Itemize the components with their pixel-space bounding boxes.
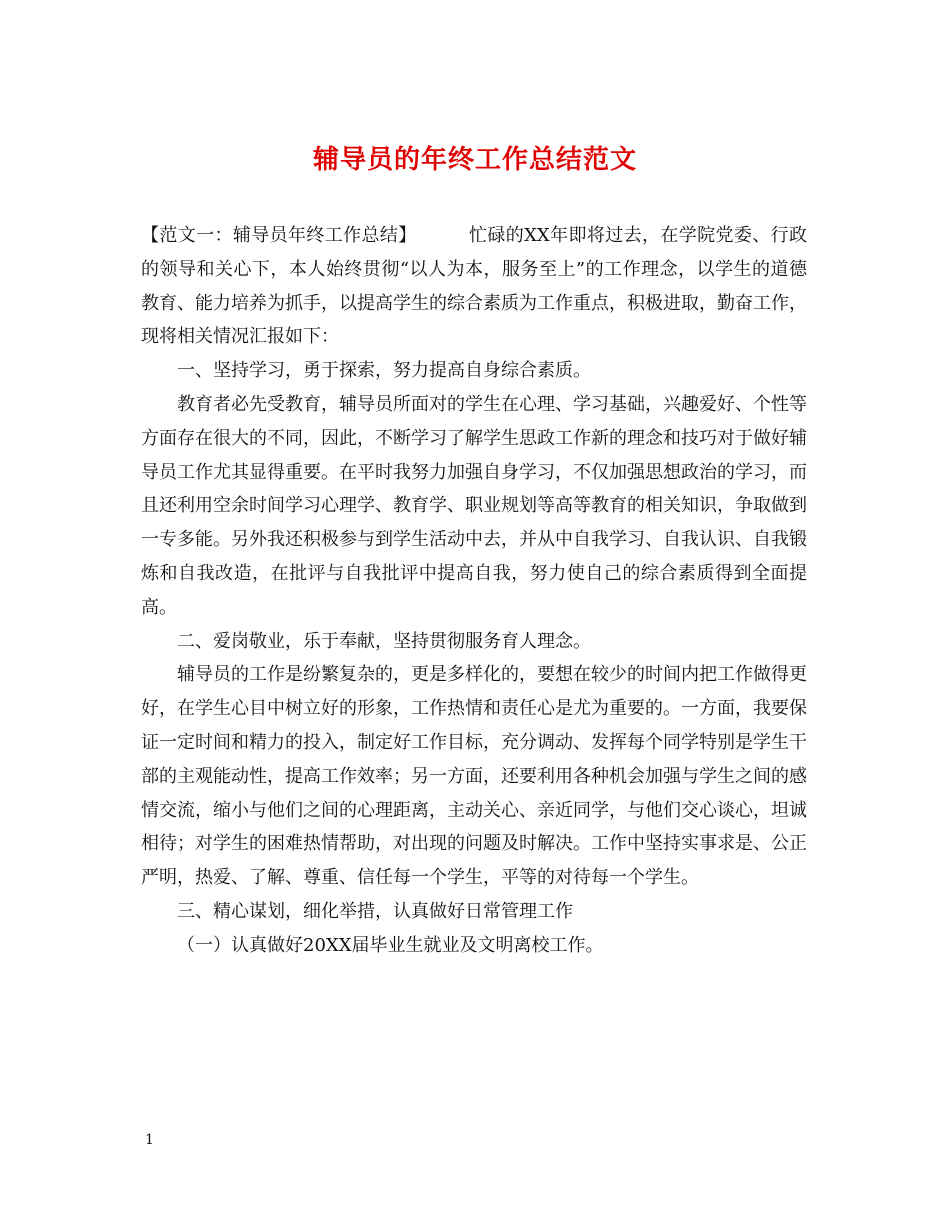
page-number: 1 (145, 1132, 154, 1148)
document-title: 辅导员的年终工作总结范文 (312, 145, 637, 175)
section-heading-1: 一、坚持学习，勇于探索，努力提高自身综合素质。 (177, 360, 591, 382)
subsection-heading-1: （一）认真做好20XX届毕业生就业及文明离校工作。 (177, 934, 604, 956)
section-heading-2: 二、爱岗敬业，乐于奉献，坚持贯彻服务育人理念。 (177, 630, 591, 652)
intro-paragraph (141, 219, 807, 354)
document-body (141, 219, 807, 963)
section-paragraph-1: 教育者必先受教育，辅导员所面对的学生在心理、学习基础，兴趣爱好、个性等方面存在很大的不同，因此，不断学习了解学生思政工作新的理念和技巧对于做好辅导员工作尤其显得重要。在平时我努力加强自身学习，不仅加强思想政治的学习，而且还利用空余时间学习心理学、教育学、职业规划等高等教育的相关知识，争取做到一专多能。另外我还积极参与到学生活动中去，并从中自我学习、自我认识、自我锻炼和自我改造，在批评与自我批评中提高自我，努力使自己的综合素质得到全面提高。 (141, 393, 807, 618)
intro-label: 【范文一：辅导员年终工作总结】 (141, 225, 417, 246)
intro-text: 忙碌的XX年即将过去，在学院党委、行政的领导和关心下，本人始终贯彻“以人为本，服务至上”的工作理念，以学生的道德教育、能力培养为抓手，以提高学生的综合素质为工作重点，积极进取，勤奋工作，现将相关情况汇报如下： (141, 225, 807, 348)
section-paragraph-2: 辅导员的工作是纷繁复杂的，更是多样化的，要想在较少的时间内把工作做得更好，在学生心目中树立好的形象，工作热情和责任心是尤为重要的。一方面，我要保证一定时间和精力的投入，制定好工作目标，充分调动、发挥每个同学特别是学生干部的主观能动性，提高工作效率；另一方面，还要利用各种机会加强与学生之间的感情交流，缩小与他们之间的心理距离，主动关心、亲近同学，与他们交心谈心，坦诚相待；对学生的困难热情帮助，对出现的问题及时解决。工作中坚持实事求是、公正严明，热爱、了解、尊重、信任每一个学生，平等的对待每一个学生。 (141, 664, 807, 889)
section-heading-3: 三、精心谋划，细化举措，认真做好日常管理工作 (177, 900, 573, 922)
